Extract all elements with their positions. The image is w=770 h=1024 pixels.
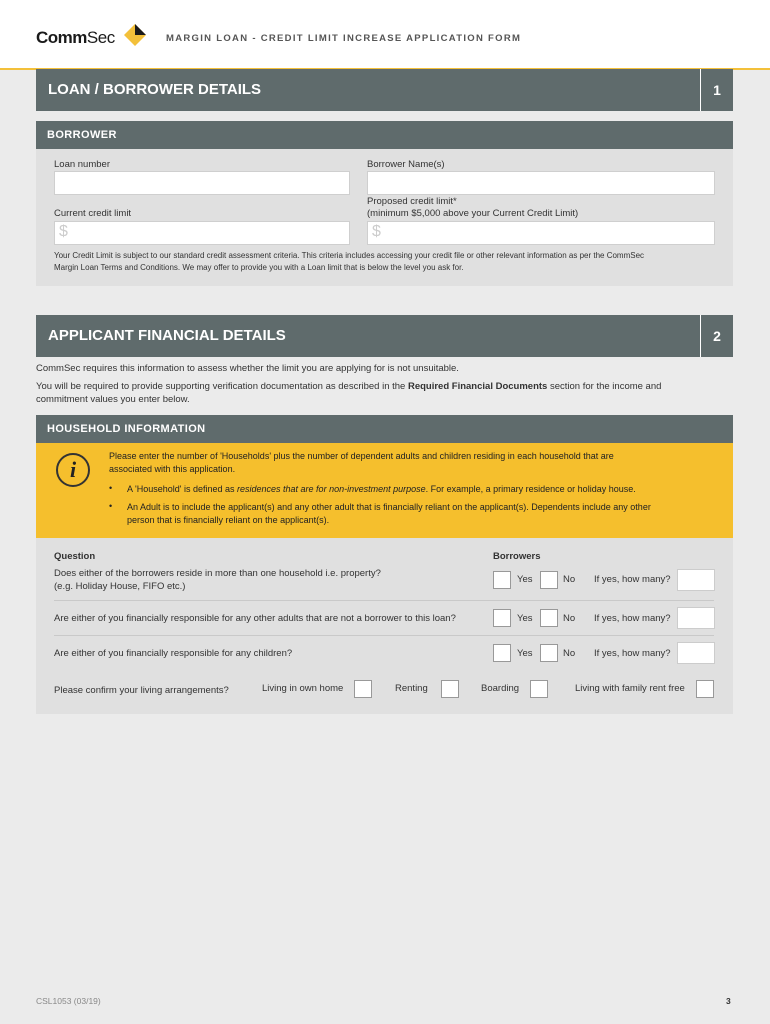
commsec-diamond-icon bbox=[124, 24, 146, 46]
bullet-1: A 'Household' is defined as residences that are for non-investment purpose. For example, a primary residence or holiday house. bbox=[127, 484, 636, 494]
borrower-subheader: BORROWER bbox=[36, 121, 733, 149]
q3-yes-checkbox[interactable] bbox=[493, 644, 511, 662]
q3-no-checkbox[interactable] bbox=[540, 644, 558, 662]
yes-label: Yes bbox=[517, 574, 533, 585]
info-icon: i bbox=[56, 453, 90, 487]
q1-no-checkbox[interactable] bbox=[540, 571, 558, 589]
borrower-names-label: Borrower Name(s) bbox=[367, 159, 445, 170]
how-many-label: If yes, how many? bbox=[594, 574, 671, 585]
proposed-limit-label: Proposed credit limit* bbox=[367, 196, 457, 207]
intro-line-1: CommSec requires this information to assess whether the limit you are applying for is not unsuitable. bbox=[36, 363, 459, 374]
divider bbox=[54, 635, 714, 636]
section-applicant-financial-details bbox=[36, 315, 733, 357]
question-2: Are either of you financially responsible for any other adults that are not a borrower to this loan? bbox=[54, 613, 456, 624]
question-3: Are either of you financially responsible for any children? bbox=[54, 648, 293, 659]
household-info-box bbox=[36, 443, 733, 538]
intro-line-2: You will be required to provide supporting verification documentation as described in the Required Financial Documents section for the income and bbox=[36, 381, 662, 392]
loan-number-field[interactable] bbox=[54, 171, 350, 195]
info-line-1: Please enter the number of 'Households' plus the number of dependent adults and children residing in each household that are bbox=[109, 451, 614, 461]
current-limit-field[interactable] bbox=[54, 221, 350, 245]
bullet-2-line-2: person that is financially reliant on the applicant(s). bbox=[127, 515, 330, 525]
family-rent-free-checkbox[interactable] bbox=[696, 680, 714, 698]
credit-limit-disclaimer: Your Credit Limit is subject to our standard credit assessment criteria. This criteria includes accessing your credit file or other relevant information as per the CommSec Margin Loan Terms and Conditions. We may offer to provide you with a Loan limit that is below the level you ask for. bbox=[54, 251, 645, 272]
dollar-sign: $ bbox=[59, 223, 68, 240]
section-number: 2 bbox=[700, 315, 733, 357]
question-4: Please confirm your living arrangements? bbox=[54, 685, 229, 696]
section-loan-borrower-details bbox=[36, 69, 733, 111]
info-line-2: associated with this application. bbox=[109, 464, 236, 474]
divider bbox=[54, 600, 714, 601]
bullet-mark: • bbox=[109, 501, 113, 511]
current-limit-label: Current credit limit bbox=[54, 208, 132, 219]
question-1-line-2: (e.g. Holiday House, FIFO etc.) bbox=[54, 581, 186, 592]
q3-count-field[interactable] bbox=[677, 642, 715, 664]
q2-count-field[interactable] bbox=[677, 607, 715, 629]
section-number: 1 bbox=[700, 69, 733, 111]
intro-line-3: commitment values you enter below. bbox=[36, 394, 190, 405]
proposed-limit-field[interactable] bbox=[367, 221, 715, 245]
how-many-label: If yes, how many? bbox=[594, 613, 671, 624]
own-home-label: Living in own home bbox=[262, 683, 344, 694]
q1-yes-checkbox[interactable] bbox=[493, 571, 511, 589]
renting-checkbox[interactable] bbox=[441, 680, 459, 698]
no-label: No bbox=[563, 648, 576, 659]
page-number: 3 bbox=[726, 996, 731, 1006]
bullet-mark: • bbox=[109, 483, 113, 493]
page-header bbox=[0, 0, 770, 70]
question-header: Question bbox=[54, 551, 96, 562]
borrower-panel bbox=[36, 149, 733, 286]
q2-yes-checkbox[interactable] bbox=[493, 609, 511, 627]
no-label: No bbox=[563, 613, 576, 624]
own-home-checkbox[interactable] bbox=[354, 680, 372, 698]
form-title: MARGIN LOAN - CREDIT LIMIT INCREASE APPLICATION FORM bbox=[166, 33, 522, 44]
boarding-label: Boarding bbox=[481, 683, 520, 694]
bullet-2-line-1: An Adult is to include the applicant(s) and any other adult that is financially reliant on the applicant(s). Dependents include any other bbox=[127, 502, 651, 512]
proposed-limit-note: (minimum $5,000 above your Current Credit Limit) bbox=[367, 208, 579, 219]
dollar-sign: $ bbox=[372, 223, 381, 240]
question-1-line-1: Does either of the borrowers reside in more than one household i.e. property? bbox=[54, 568, 381, 579]
commsec-logo: CommSec bbox=[36, 28, 115, 47]
loan-number-label: Loan number bbox=[54, 159, 110, 170]
no-label: No bbox=[563, 574, 576, 585]
household-questions-panel bbox=[36, 538, 733, 714]
yes-label: Yes bbox=[517, 648, 533, 659]
section-title: LOAN / BORROWER DETAILS bbox=[48, 81, 262, 98]
family-rent-free-label: Living with family rent free bbox=[575, 683, 685, 694]
yes-label: Yes bbox=[517, 613, 533, 624]
borrowers-header: Borrowers bbox=[493, 551, 541, 562]
form-code: CSL1053 (03/19) bbox=[36, 996, 101, 1006]
how-many-label: If yes, how many? bbox=[594, 648, 671, 659]
household-subheader: HOUSEHOLD INFORMATION bbox=[36, 415, 733, 443]
q1-count-field[interactable] bbox=[677, 569, 715, 591]
borrower-names-field[interactable] bbox=[367, 171, 715, 195]
q2-no-checkbox[interactable] bbox=[540, 609, 558, 627]
boarding-checkbox[interactable] bbox=[530, 680, 548, 698]
renting-label: Renting bbox=[395, 683, 428, 694]
section-title: APPLICANT FINANCIAL DETAILS bbox=[48, 327, 286, 344]
